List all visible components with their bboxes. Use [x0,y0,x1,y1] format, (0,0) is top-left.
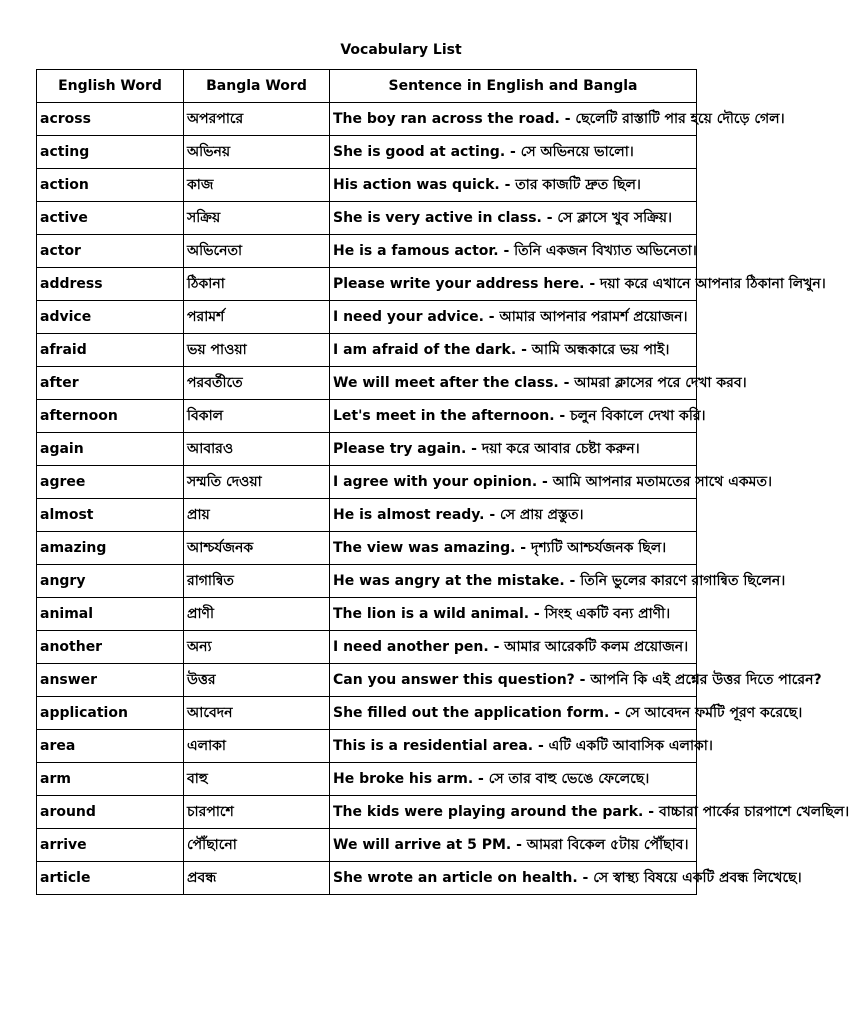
table-row [37,532,697,565]
sentence-text: The boy ran across the road. - ছেলেটি রাস্তাটি পার হয়ে দৌড়ে গেল। [333,111,785,127]
bangla-word-cell: কাজ [184,169,330,202]
table-header-row [37,70,697,103]
bangla-word-cell: ঠিকানা [184,268,330,301]
bangla-word-cell: অভিনয় [184,136,330,169]
bangla-word-cell: অপরপারে [184,103,330,136]
table-row [37,433,697,466]
sentence-cell [330,796,849,829]
sentence-text: I agree with your opinion. - আমি আপনার মতামতের সাথে একমত। [333,474,772,490]
sentence-text: We will meet after the class. - আমরা ক্লাসের পরে দেখা করব। [333,375,747,391]
table-row [37,730,697,763]
sentence-cell [330,532,697,565]
table-row [37,202,697,235]
sentence-cell [330,763,697,796]
english-word-cell: application [37,697,184,730]
sentence-cell [330,301,697,334]
sentence-cell [330,499,697,532]
table-row [37,565,697,598]
sentence-cell [330,565,786,598]
sentence-text: I need another pen. - আমার আরেকটি কলম প্রয়োজন। [333,639,689,655]
bangla-word-cell: প্রায় [184,499,330,532]
bangla-word-cell: পরবর্তীতে [184,367,330,400]
sentence-cell [330,664,822,697]
english-word-cell: afternoon [37,400,184,433]
sentence-text: She is very active in class. - সে ক্লাসে খুব সক্রিয়। [333,210,673,226]
sentence-cell [330,169,697,202]
sentence-text: The kids were playing around the park. - বাচ্চারা পার্কের চারপাশে খেলছিল। [333,804,849,820]
table-row [37,103,697,136]
english-word-cell: address [37,268,184,301]
sentence-text: I need your advice. - আমার আপনার পরামর্শ প্রয়োজন। [333,309,688,325]
english-word-cell: advice [37,301,184,334]
sentence-cell [330,367,747,400]
vocabulary-table [36,69,849,895]
table-row [37,763,697,796]
bangla-word-cell: চারপাশে [184,796,330,829]
english-word-cell: area [37,730,184,763]
sentence-text: Let's meet in the afternoon. - চলুন বিকালে দেখা করি। [333,408,706,424]
sentence-cell [330,334,697,367]
table-row [37,136,697,169]
sentence-cell [330,136,697,169]
bangla-word-cell: আশ্চর্যজনক [184,532,330,565]
sentence-text: She is good at acting. - সে অভিনয়ে ভালো। [333,144,634,160]
english-word-cell: active [37,202,184,235]
english-word-cell: almost [37,499,184,532]
sentence-text: She wrote an article on health. - সে স্বাস্থ্য বিষয়ে একটি প্রবন্ধ লিখেছে। [333,870,802,886]
table-row [37,664,697,697]
sentence-text: Please try again. - দয়া করে আবার চেষ্টা করুন। [333,441,640,457]
sentence-cell [330,103,785,136]
sentence-text: He is a famous actor. - তিনি একজন বিখ্যাত অভিনেতা। [333,243,697,259]
english-word-cell: again [37,433,184,466]
bangla-word-cell: পৌঁছানো [184,829,330,862]
sentence-text: She filled out the application form. - সে আবেদন ফর্মটি পূরণ করেছে। [333,705,803,721]
bangla-word-cell: আবারও [184,433,330,466]
bangla-word-cell: বাহু [184,763,330,796]
bangla-word-cell: বিকাল [184,400,330,433]
sentence-text: He is almost ready. - সে প্রায় প্রস্তুত। [333,507,584,523]
bangla-word-cell: আবেদন [184,697,330,730]
english-word-cell: across [37,103,184,136]
sentence-text: The view was amazing. - দৃশ্যটি আশ্চর্যজনক ছিল। [333,540,667,556]
sentence-cell [330,697,803,730]
english-word-cell: amazing [37,532,184,565]
page-title: Vocabulary List [340,42,462,58]
table-row [37,334,697,367]
sentence-cell [330,598,697,631]
table-row [37,829,697,862]
sentence-text: We will arrive at 5 PM. - আমরা বিকেল ৫টায় পৌঁছাব। [333,837,689,853]
table-body [37,103,849,895]
sentence-text: Can you answer this question? - আপনি কি এই প্রশ্নের উত্তর দিতে পারেন? [333,672,822,688]
sentence-cell [330,829,697,862]
english-word-cell: around [37,796,184,829]
bangla-word-cell: অভিনেতা [184,235,330,268]
sentence-cell [330,268,826,301]
table-row [37,598,697,631]
table-row [37,235,697,268]
english-word-cell: article [37,862,184,895]
table-row [37,301,697,334]
sentence-cell [330,862,802,895]
sentence-text: Please write your address here. - দয়া করে এখানে আপনার ঠিকানা লিখুন। [333,276,826,292]
table-row [37,499,697,532]
bangla-word-cell: ভয় পাওয়া [184,334,330,367]
english-word-cell: agree [37,466,184,499]
sentence-cell [330,433,697,466]
english-word-cell: angry [37,565,184,598]
bangla-word-cell: সক্রিয় [184,202,330,235]
sentence-text: This is a residential area. - এটি একটি আবাসিক এলাকা। [333,738,713,754]
table-row [37,367,697,400]
sentence-cell [330,235,697,268]
sentence-cell [330,400,706,433]
bangla-word-cell: এলাকা [184,730,330,763]
table-row [37,631,697,664]
table-row [37,169,697,202]
english-word-cell: acting [37,136,184,169]
english-word-cell: action [37,169,184,202]
english-word-cell: actor [37,235,184,268]
bangla-word-cell: উত্তর [184,664,330,697]
bangla-word-cell: অন্য [184,631,330,664]
table-row [37,697,697,730]
table-row [37,466,697,499]
sentence-text: I am afraid of the dark. - আমি অন্ধকারে ভয় পাই। [333,342,670,358]
sentence-text: The lion is a wild animal. - সিংহ একটি বন্য প্রাণী। [333,606,671,622]
table-row [37,862,697,895]
english-word-cell: answer [37,664,184,697]
english-word-cell: after [37,367,184,400]
sentence-cell [330,730,713,763]
bangla-word-cell: রাগান্বিত [184,565,330,598]
bangla-word-cell: পরামর্শ [184,301,330,334]
english-word-cell: afraid [37,334,184,367]
sentence-text: He broke his arm. - সে তার বাহু ভেঙে ফেলেছে। [333,771,650,787]
table-row [37,268,697,301]
sentence-text: His action was quick. - তার কাজটি দ্রুত ছিল। [333,177,641,193]
sentence-cell [330,466,772,499]
english-word-cell: arm [37,763,184,796]
bangla-word-cell: সম্মতি দেওয়া [184,466,330,499]
sentence-cell [330,631,697,664]
column-header-sentence: Sentence in English and Bangla [330,70,697,103]
sentence-cell [330,202,697,235]
column-header-bangla-word: Bangla Word [184,70,330,103]
column-header-english-word: English Word [37,70,184,103]
english-word-cell: another [37,631,184,664]
english-word-cell: arrive [37,829,184,862]
sentence-text: He was angry at the mistake. - তিনি ভুলের কারণে রাগান্বিত ছিলেন। [333,573,786,589]
bangla-word-cell: প্রাণী [184,598,330,631]
bangla-word-cell: প্রবন্ধ [184,862,330,895]
english-word-cell: animal [37,598,184,631]
table-row [37,796,697,829]
table-row [37,400,697,433]
